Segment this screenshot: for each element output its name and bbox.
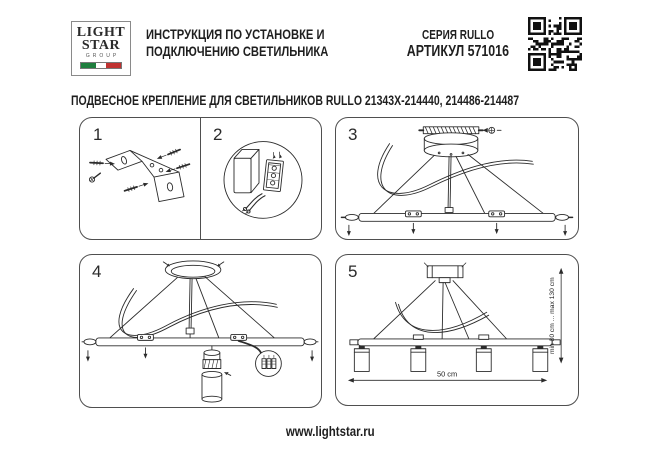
flag-green-stripe [81, 63, 96, 68]
canopy-icon [424, 263, 466, 283]
step3-suspension-diagram [336, 118, 578, 239]
fixture-bar [82, 334, 318, 361]
height-dimension [559, 268, 564, 364]
flag-red-stripe [106, 63, 121, 68]
logo-word-group: GROUP [85, 53, 120, 59]
terminal-block-icon [263, 151, 284, 192]
title-line-1: ИНСТРУКЦИЯ ПО УСТАНОВКЕ И [146, 26, 325, 42]
small-screw-icon [88, 171, 102, 183]
step-number-2: 2 [213, 125, 223, 144]
logo-word-star: STAR [81, 37, 121, 53]
italian-flag-stripe [80, 62, 122, 69]
article-label: АРТИКУЛ 571016 [406, 43, 510, 60]
series-label: СЕРИЯ RULLO [421, 28, 495, 42]
terminal-cover-icon [234, 149, 259, 192]
wires-icon [243, 194, 266, 214]
suspension-cables [110, 277, 275, 338]
product-compatibility-line: ПОДВЕСНОЕ КРЕПЛЕНИЕ ДЛЯ СВЕТИЛЬНИКОВ RULLO 21343X-214440, 214486-214487 [71, 92, 520, 108]
cylinder-shade-icon [202, 346, 231, 402]
lightstar-logo [71, 21, 131, 76]
step-panel-4 [79, 254, 322, 408]
instruction-title [146, 26, 328, 59]
website-url: www.lightstar.ru [285, 424, 375, 439]
cylinder-shades [354, 346, 547, 372]
canopy-icon [424, 133, 478, 157]
step-panel-5 [335, 254, 579, 406]
series-article-block [393, 28, 523, 61]
step-number-1: 1 [93, 125, 103, 144]
height-dimension-label: min 30 cm ... max 130 cm [549, 277, 557, 355]
canopy-icon [163, 261, 223, 279]
terminal-detail-circle [256, 351, 282, 377]
screw-icon [483, 127, 501, 133]
fixture-bar [350, 335, 560, 346]
footer [0, 424, 660, 439]
width-dimension-label: 50 cm [436, 369, 458, 379]
fixture-bar [341, 211, 572, 236]
width-dimension [348, 378, 547, 383]
step-panel-1-2 [79, 117, 322, 240]
flag-white-stripe [96, 63, 106, 68]
logo-word-light: LIGHT [76, 25, 126, 40]
step-number-4: 4 [92, 262, 102, 281]
step-panel-3 [335, 117, 579, 240]
qr-code [528, 17, 582, 71]
power-wires [119, 289, 277, 338]
title-line-2: ПОДКЛЮЧЕНИЮ СВЕТИЛЬНИКА [146, 42, 329, 59]
step-number-5: 5 [348, 262, 358, 281]
screw-icon [156, 148, 181, 161]
step5-dimensions-diagram [336, 255, 578, 405]
screw-icon [124, 181, 149, 192]
step4-shade-assembly-diagram [80, 255, 321, 407]
step-number-3: 3 [348, 125, 358, 144]
